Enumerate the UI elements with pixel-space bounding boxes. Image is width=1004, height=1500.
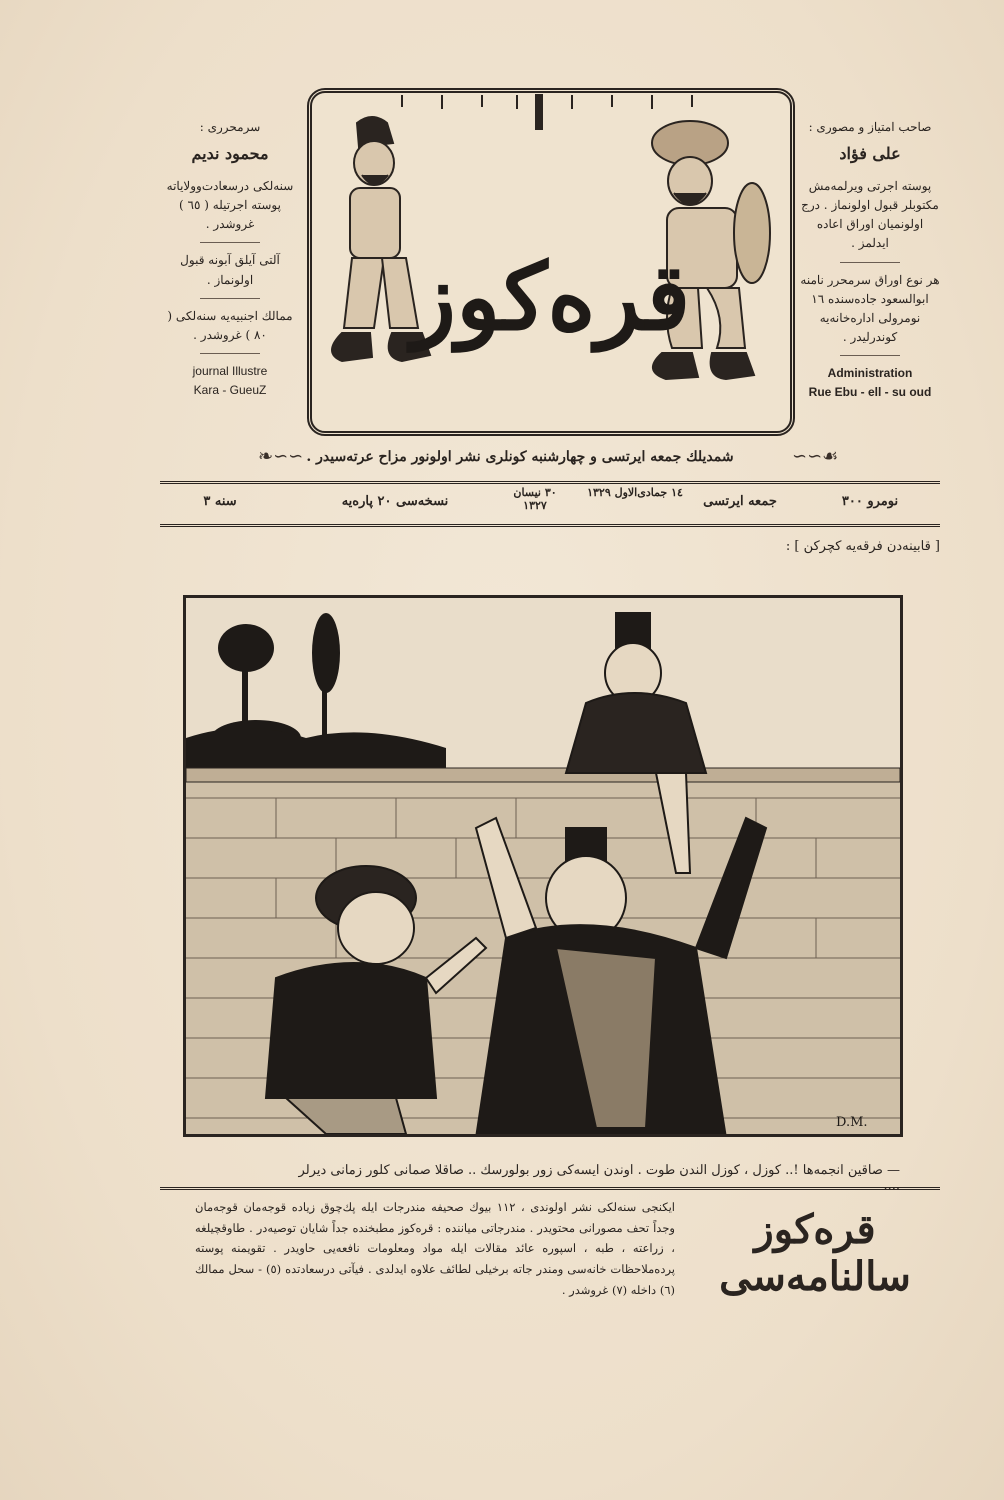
cartoon-heading: [ قابینه‌دن فرقه‌یه کچرکن ] : bbox=[785, 539, 940, 554]
rumi-date: ٣٠ نیسان ١٣٢٧ bbox=[513, 486, 557, 512]
divider bbox=[200, 298, 260, 299]
masthead-frame bbox=[307, 88, 795, 436]
almanac-advert-title: قره‌کوز سالنامه‌سی bbox=[719, 1206, 911, 1300]
cartoon-caption: — صاقین انجمه‌ها !.. کوزل ، کوزل الندن طوت . اوندن ایسه‌کی زور بولورسك .. صاقلا صمانی کلور زمانی دیرلر .... bbox=[298, 1163, 900, 1193]
publication-motto: شمدیلك جمعه ایرتسی و چهارشنبه کونلری نشر اولونور مزاح عرته‌سیدر . bbox=[306, 449, 734, 465]
divider bbox=[200, 242, 260, 243]
address-note: هر نوع اوراق سرمحرر نامنه ابوالسعود جاده‌سنده ١٦ نومرولی اداره‌خانه‌یه کوندرلیدر . bbox=[800, 272, 940, 345]
publication-year: سنه ٣ bbox=[203, 494, 237, 509]
ornament-left-icon: ❧∽∽ bbox=[258, 446, 304, 467]
left-info-column bbox=[160, 118, 300, 400]
ornament-right-icon: ∽∽☙ bbox=[792, 446, 839, 467]
editor-name: محمود ندیم bbox=[191, 144, 269, 164]
hijri-date: ١٤ جمادی‌الاول ١٣٢٩ bbox=[587, 486, 683, 499]
almanac-advert-text: ایکنجی سنه‌لکی نشر اولوندی ، ١١٢ بیوك صحیفه مندرجات ایله پك‌چوق زیاده قوجه‌مان قوجه‌مان وجداً تحف مصورانی محتویدر . مندرجاتی میاننده : قره‌کوز مطبخنده جداً شایان توصیه‌در . طاوقچیلغه ، زراعته ، طبه ، اسپوره عائد مقالات ایله مواد ومعلومات نافعه‌یی حاویدر . تقویمنه پوسته پرده‌ملاحظات خانه‌سی ومندر جاته برخیلی لطائف علاوه ایدلدی . فیآتی درسعادتده (٥) - سحل ممالك (٦) داخله (٧) غروشدر . bbox=[195, 1200, 675, 1297]
issue-info-bar bbox=[160, 481, 940, 527]
artist-signature: D.M. bbox=[836, 1115, 868, 1130]
issue-number: نومرو ٣٠٠ bbox=[841, 494, 899, 509]
divider bbox=[200, 353, 260, 354]
divider bbox=[840, 355, 900, 356]
latin-title: Kara - GueuZ bbox=[193, 383, 267, 398]
issue-day: جمعه ایرتسی bbox=[703, 494, 777, 509]
divider bbox=[840, 262, 900, 263]
section-divider bbox=[160, 1187, 940, 1190]
administration-label: Administration bbox=[827, 366, 913, 381]
subscription-note: آلتی آیلق آبونه قبول اولونماز . bbox=[180, 253, 280, 287]
latin-subtitle: journal Illustre bbox=[192, 364, 268, 379]
editor-label: سرمحرری : bbox=[199, 120, 261, 134]
owner-label: صاحب امتیاز و مصوری : bbox=[808, 120, 932, 134]
right-info-column bbox=[800, 118, 940, 403]
administration-address: Rue Ebu - ell - su oud bbox=[808, 385, 932, 400]
subscription-price-foreign: ممالك اجنبیه‌یه سنه‌لکی ( ٨٠ ) غروشدر . bbox=[167, 308, 293, 342]
cartoon-drawing bbox=[186, 598, 900, 1134]
subscription-price-domestic: سنه‌لکی درسعادت‌وولایاته پوسته اجرتیله ( ٦٥ ) غروشدر . bbox=[166, 178, 294, 232]
cartoon-illustration bbox=[183, 595, 903, 1137]
letters-note: پوسته اجرتی ویرلمه‌مش مکتوبلر قبول اولونماز . درج اولونمیان اوراق اعاده ایدلمز . bbox=[801, 178, 939, 251]
newspaper-title: قره‌کوز bbox=[411, 243, 691, 351]
owner-name: علی فؤاد bbox=[839, 144, 901, 164]
copy-price: نسخه‌سی ٢٠ پاره‌یه bbox=[341, 494, 449, 509]
